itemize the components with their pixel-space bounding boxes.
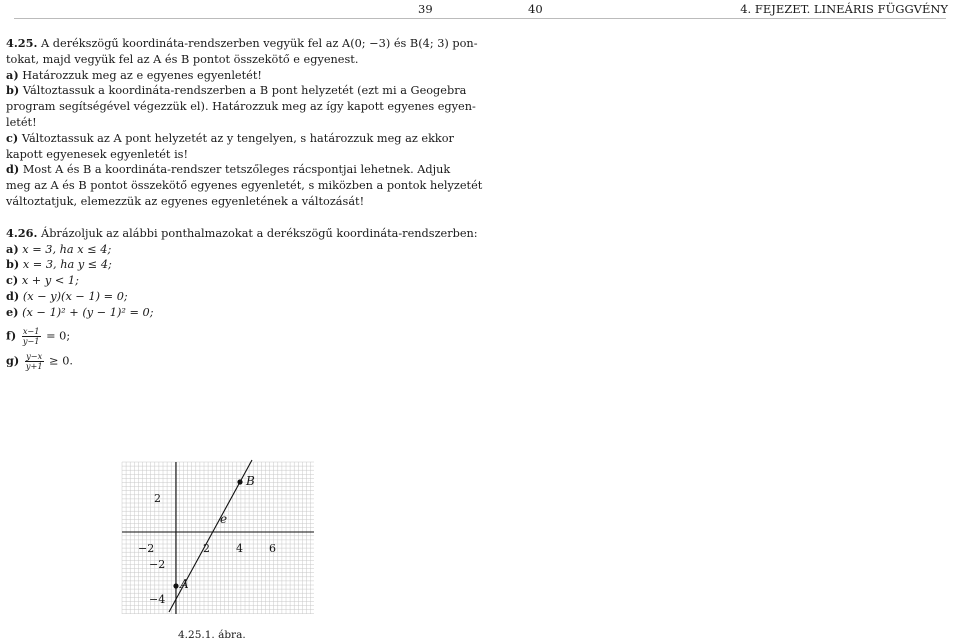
coordinate-plane (118, 458, 318, 618)
item-f: f) $\frac{x-1}{y-1}$ = 0; (6, 325, 71, 346)
coordinate-figure (118, 458, 318, 618)
part-c (6, 131, 936, 147)
x-tick-4: 4 (236, 542, 243, 555)
item-b: b) x = 3, ha y ≤ 4; (6, 257, 112, 272)
x-tick-neg2: −2 (138, 542, 155, 555)
y-tick-2: 2 (154, 492, 161, 505)
part-a-text: Határozzuk meg az e egyenes egyenletét! (22, 68, 262, 82)
part-b-text-2: program segítségével végezzük el). Határozzuk meg az így kapott egyenes egyen- (6, 100, 476, 114)
part-c-text-1: Változtassuk az A pont helyzetét az y tengelyen, s határozzuk meg az ekkor (21, 131, 454, 145)
part-a-label: a) (6, 67, 19, 82)
part-d-text-1: Most A és B a koordináta-rendszer tetszőleges rácspontjai lehetnek. Adjuk (22, 163, 451, 177)
part-a (6, 68, 936, 84)
part-b-text-3: letét! (6, 115, 37, 129)
y-tick-neg4: −4 (149, 593, 166, 606)
page-number-left: 39 (418, 2, 433, 16)
item-d: d) (x − y)(x − 1) = 0; (6, 288, 128, 303)
part-b-text-1: Változtassuk a koordináta-rendszerben a B pont helyzetét (ezt mi a Geogebra (22, 84, 467, 98)
header-rule (14, 18, 946, 19)
part-d-label: d) (6, 162, 20, 177)
figure-caption: 4.25.1. ábra. (178, 629, 246, 641)
fraction-f: $\frac{x-1}{y-1}$ (22, 325, 40, 346)
part-c-label: c) (6, 130, 19, 145)
x-tick-2: 2 (203, 542, 210, 555)
intro-line-2: tokat, majd vegyük fel az A és B pontot összekötő e egyenest. (6, 52, 359, 66)
exercise-number: 4.25. (6, 36, 38, 50)
x-tick-6: 6 (269, 542, 276, 555)
item-g: g) $\frac{y-x}{y+1}$ ≥ 0. (6, 350, 73, 371)
point-b-label: B (246, 474, 255, 488)
fraction-g: $\frac{y-x}{y+1}$ (25, 350, 43, 371)
line-e-label: e (220, 512, 228, 526)
item-a: a) x = 3, ha x ≤ 4; (6, 241, 112, 256)
exercise-number: 4.26. (6, 225, 38, 240)
part-d-text-2: meg az A és B pontot összekötő egyenes egyenletét, s miközben a pontok helyzetét (6, 179, 483, 193)
intro-line-1: A derékszögű koordináta-rendszerben vegyük fel az A(0; −3) és B(4; 3) pon- (41, 37, 478, 50)
part-b (6, 83, 936, 99)
page-number-right: 40 (528, 2, 543, 16)
chapter-title: 4. FEJEZET. LINEÁRIS FÜGGVÉNY (740, 2, 948, 16)
part-c-text-2: kapott egyenesek egyenletét is! (6, 147, 189, 161)
exercise-4-25-intro (6, 36, 936, 52)
part-b-label: b) (6, 83, 20, 98)
point-a-label: A (180, 577, 189, 591)
part-d (6, 162, 936, 178)
item-e: e) (x − 1)² + (y − 1)² = 0; (6, 304, 154, 319)
y-tick-neg2: −2 (149, 558, 166, 571)
intro-text: Ábrázoljuk az alábbi ponthalmazokat a derékszögű koordináta-rendszerben: (41, 226, 478, 240)
page-header (0, 2, 960, 18)
point-b (237, 479, 242, 484)
item-c: c) x + y < 1; (6, 273, 79, 288)
part-d-text-3: változtatjuk, elemezzük az egyenes egyenletének a változását! (6, 194, 365, 208)
exercise-4-26-intro (6, 226, 936, 242)
page-body (6, 36, 936, 371)
point-a (173, 583, 178, 588)
